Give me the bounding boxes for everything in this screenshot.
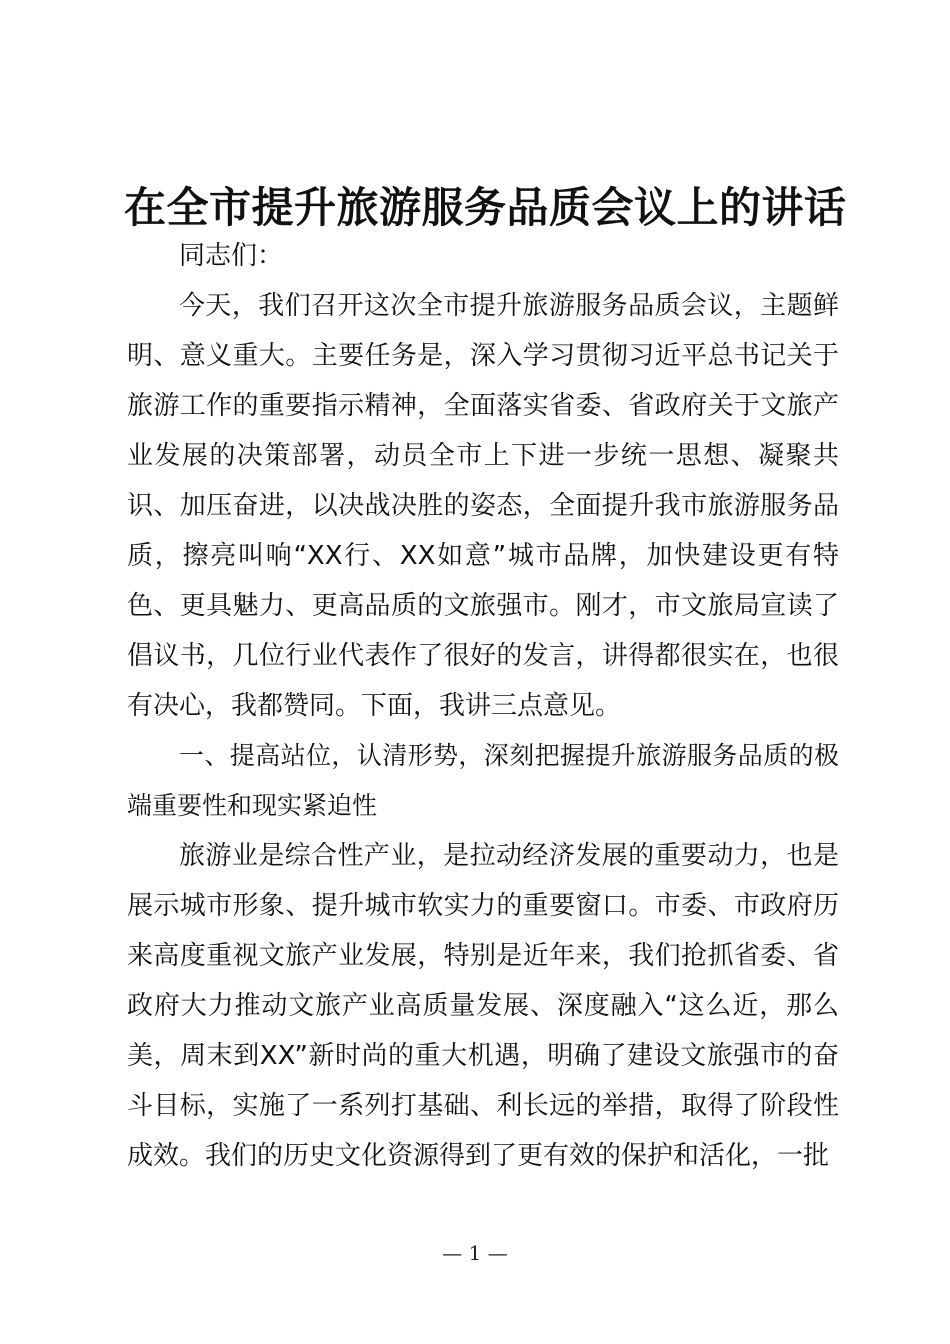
body-paragraph: 旅游业是综合性产业，是拉动经济发展的重要动力，也是展示城市形象、提升城市软实力的重要窗口。市委、市政府历来高度重视文旅产业发展，特别是近年来，我们抢抓省委、省政府大力推动文旅产业高质量发展、深度融入“这么近，那么美，周末到XX”新时尚的重大机遇，明确了建设文旅强市的奋斗目标，实施了一系列打基础、利长远的举措，取得了阶段性成效。我们的历史文化资源得到了更有效的保护和活化，一批 [127, 841, 839, 1171]
page-number: — 1 — [442, 1241, 508, 1265]
salutation: 同志们： [179, 241, 284, 271]
section-heading: 一、提高站位，认清形势，深刻把握提升旅游服务品质的极端重要性和现实紧迫性 [127, 741, 839, 820]
document-title: 在全市提升旅游服务品质会议上的讲话 [124, 183, 847, 232]
body-paragraph: 今天，我们召开这次全市提升旅游服务品质会议，主题鲜明、意义重大。主要任务是，深入学习贯彻习近平总书记关于旅游工作的重要指示精神，全面落实省委、省政府关于文旅产业发展的决策部署，动员全市上下进一步统一思想、凝聚共识、加压奋进，以决战决胜的姿态，全面提升我市旅游服务品质，擦亮叫响“XX行、XX如意”城市品牌，加快建设更有特色、更具魅力、更高品质的文旅强市。刚才，市文旅局宣读了倡议书，几位行业代表作了很好的发言，讲得都很实在，也很有决心，我都赞同。下面，我讲三点意见。 [127, 291, 839, 721]
document-body [127, 231, 839, 1181]
